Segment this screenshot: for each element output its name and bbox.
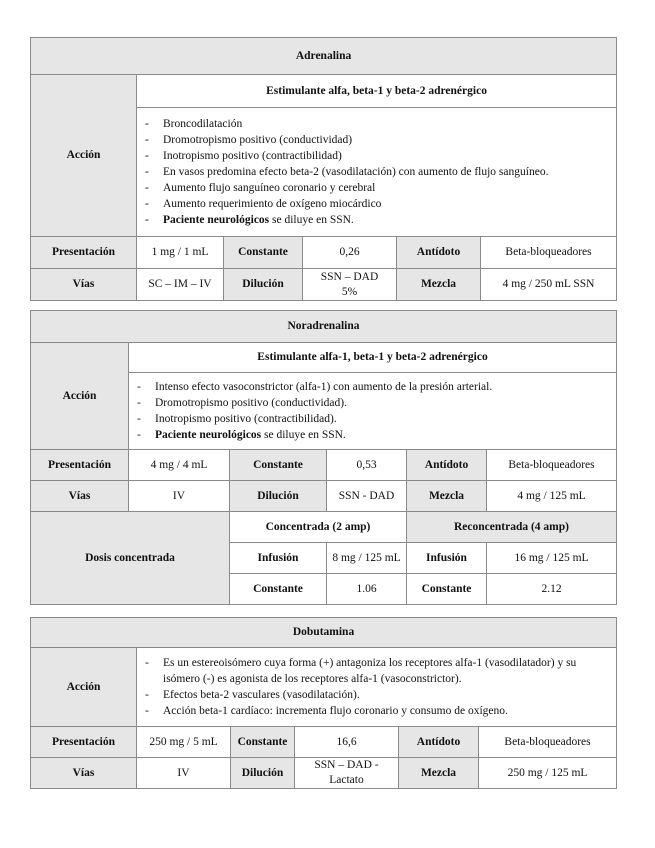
list-item: - Broncodilatación	[143, 116, 610, 132]
vias-value: IV	[137, 758, 231, 789]
dobutamina-accion-label: Acción	[31, 648, 137, 727]
list-item: - Aumento requerimiento de oxígeno miocárdico	[143, 196, 610, 212]
list-item-text: se diluye en SSN.	[261, 429, 346, 441]
dilucion-line-1: SSN – DAD	[320, 270, 379, 283]
adrenalina-accion-label: Acción	[31, 75, 137, 237]
dilucion-value: SSN - DAD	[327, 481, 407, 512]
list-item: - En vasos predomina efecto beta-2 (vasodilatación) con aumento de flujo sanguíneo.	[143, 164, 610, 180]
mezcla-value: 4 mg / 125 mL	[487, 481, 617, 512]
list-item-text: se diluye en SSN.	[269, 214, 354, 226]
mezcla-value: 250 mg / 125 mL	[479, 758, 617, 789]
concentrada-title: Concentrada (2 amp)	[230, 512, 407, 543]
dilucion-value	[303, 269, 397, 301]
adrenalina-acciones	[137, 108, 617, 237]
constante-value: 0,26	[303, 237, 397, 269]
dobutamina-acciones	[137, 648, 617, 727]
presentacion-label: Presentación	[31, 237, 137, 269]
bold-text: Paciente neurológicos	[163, 214, 270, 226]
list-item: - Aumento flujo sanguíneo coronario y cerebral	[143, 180, 610, 196]
reconcentrada-constante-value: 2.12	[487, 574, 617, 605]
constante-label: Constante	[224, 237, 303, 269]
antidoto-value: Beta-bloqueadores	[479, 727, 617, 758]
mezcla-value: 4 mg / 250 mL SSN	[481, 269, 617, 301]
antidoto-label: Antídoto	[399, 727, 479, 758]
dilucion-line-1: SSN – DAD -	[314, 759, 379, 771]
vias-value: IV	[129, 481, 230, 512]
bold-text: Paciente neurológicos	[155, 429, 262, 441]
presentacion-label: Presentación	[31, 727, 137, 758]
vias-label: Vías	[31, 481, 129, 512]
dilucion-value	[295, 758, 399, 789]
mezcla-label: Mezcla	[399, 758, 479, 789]
antidoto-label: Antídoto	[407, 450, 487, 481]
dosis-concentrada-label: Dosis concentrada	[31, 512, 230, 605]
vias-value: SC – IM – IV	[137, 269, 224, 301]
reconcentrada-constante-label: Constante	[407, 574, 487, 605]
dilucion-label: Dilución	[230, 481, 327, 512]
constante-label: Constante	[230, 450, 327, 481]
list-item	[143, 212, 610, 228]
dobutamina-title: Dobutamina	[31, 618, 617, 648]
adrenalina-title: Adrenalina	[31, 38, 617, 75]
list-item: - Inotropismo positivo (contractibilidad).	[135, 411, 610, 427]
list-item: - Acción beta-1 cardíaco: incrementa flujo coronario y consumo de oxígeno.	[143, 703, 610, 719]
reconcentrada-title: Reconcentrada (4 amp)	[407, 512, 617, 543]
list-item: - Intenso efecto vasoconstrictor (alfa-1) con aumento de la presión arterial.	[135, 379, 610, 395]
reconcentrada-infusion-value: 16 mg / 125 mL	[487, 543, 617, 574]
adrenalina-subtitle: Estimulante alfa, beta-1 y beta-2 adrenérgico	[137, 75, 617, 108]
concentrada-constante-label: Constante	[230, 574, 327, 605]
presentacion-label: Presentación	[31, 450, 129, 481]
mezcla-label: Mezcla	[407, 481, 487, 512]
noradrenalina-acciones	[129, 373, 617, 450]
mezcla-label: Mezcla	[397, 269, 481, 301]
concentrada-constante-value: 1.06	[327, 574, 407, 605]
noradrenalina-title: Noradrenalina	[31, 311, 617, 343]
antidoto-value: Beta-bloqueadores	[487, 450, 617, 481]
list-item: - Inotropismo positivo (contractibilidad)	[143, 148, 610, 164]
noradrenalina-accion-label: Acción	[31, 343, 129, 450]
presentacion-value: 250 mg / 5 mL	[137, 727, 231, 758]
dilucion-line-2: 5%	[341, 285, 358, 298]
vias-label: Vías	[31, 758, 137, 789]
constante-value: 0,53	[327, 450, 407, 481]
antidoto-value: Beta-bloqueadores	[481, 237, 617, 269]
concentrada-infusion-label: Infusión	[230, 543, 327, 574]
constante-value: 16,6	[295, 727, 399, 758]
dilucion-label: Dilución	[224, 269, 303, 301]
antidoto-label: Antídoto	[397, 237, 481, 269]
list-item	[135, 427, 610, 443]
presentacion-value: 4 mg / 4 mL	[129, 450, 230, 481]
noradrenalina-subtitle: Estimulante alfa-1, beta-1 y beta-2 adrenérgico	[129, 343, 617, 373]
list-item: - Es un estereoisómero cuya forma (+) antagoniza los receptores alfa-1 (vasodilatador) y su isómero (-) es agonista de los receptores alfa-1 (vasoconstrictor).	[143, 655, 610, 687]
reconcentrada-infusion-label: Infusión	[407, 543, 487, 574]
adrenalina-table	[30, 37, 617, 301]
vias-label: Vías	[31, 269, 137, 301]
list-item: - Dromotropismo positivo (conductividad).	[135, 395, 610, 411]
noradrenalina-table	[30, 310, 617, 605]
dobutamina-table	[30, 617, 617, 789]
dilucion-label: Dilución	[231, 758, 295, 789]
presentacion-value: 1 mg / 1 mL	[137, 237, 224, 269]
concentrada-infusion-value: 8 mg / 125 mL	[327, 543, 407, 574]
dilucion-line-2: Lactato	[329, 774, 364, 786]
list-item: - Efectos beta-2 vasculares (vasodilatación).	[143, 687, 610, 703]
list-item: - Dromotropismo positivo (conductividad)	[143, 132, 610, 148]
constante-label: Constante	[231, 727, 295, 758]
